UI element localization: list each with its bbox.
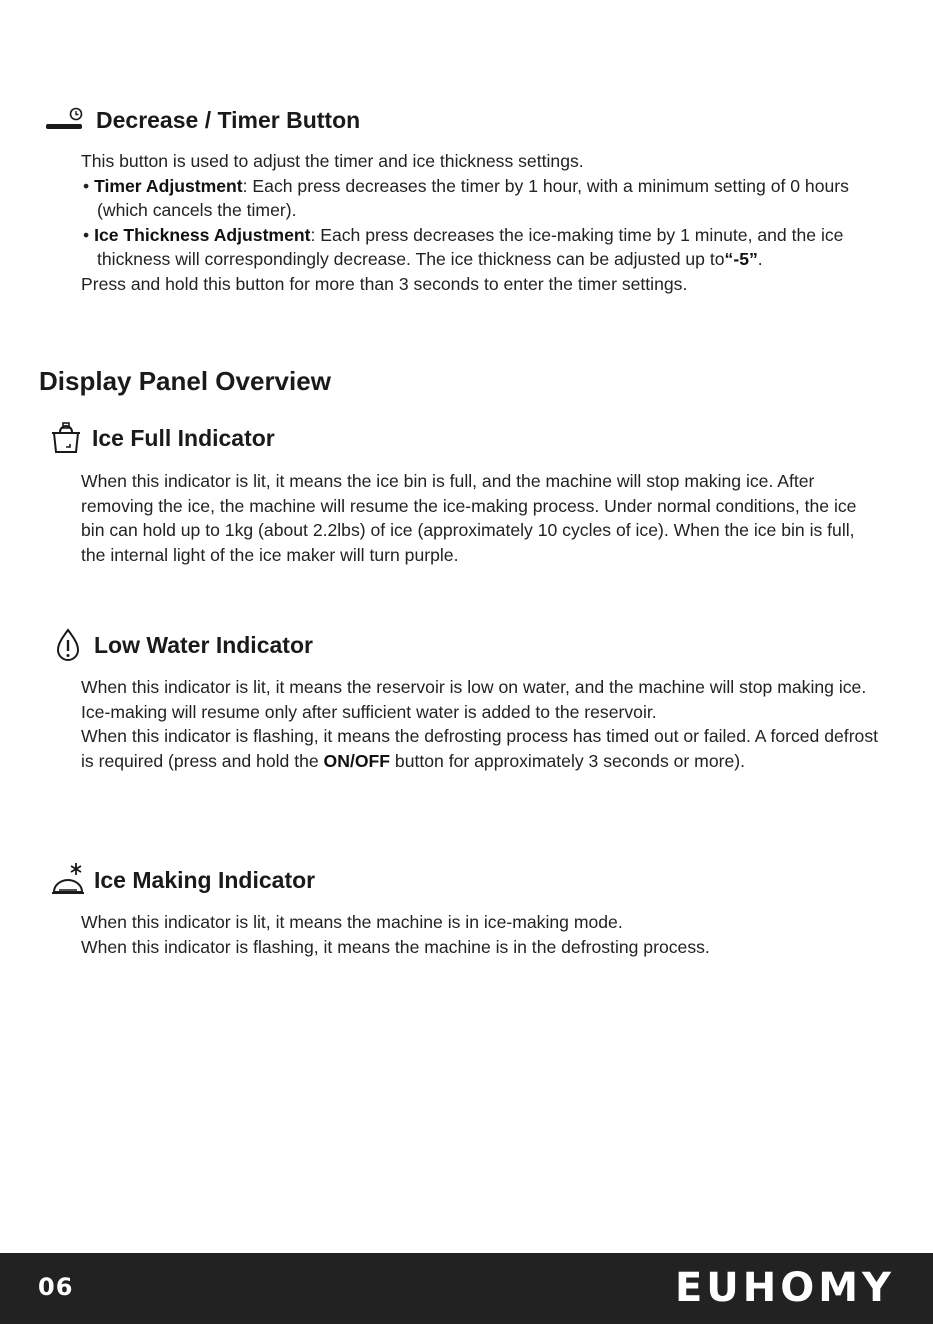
ice-thickness-label: Ice Thickness Adjustment <box>94 224 311 245</box>
page-footer <box>0 1253 933 1324</box>
display-panel-title: Display Panel Overview <box>39 366 331 396</box>
ice-thickness-item: • Ice Thickness Adjustment: Each press decreases the ice-making time by 1 minute, and the ice thickness will correspondingly decrease. The ice thickness can be adjusted up to“-5”. <box>83 224 844 269</box>
timer-adjustment-label: Timer Adjustment <box>94 175 243 196</box>
ice-thickness-end: . <box>757 249 763 269</box>
low-water-title: Low Water Indicator <box>94 631 313 658</box>
low-water-text-1: When this indicator is lit, it means the reservoir is low on water, and the machine will stop making ice. Ice-making will resume only after sufficient water is added to the reservoir. <box>81 677 867 722</box>
ice-making-text-1: When this indicator is lit, it means the machine is in ice-making mode. <box>81 912 623 932</box>
ice-making-body <box>81 910 881 959</box>
decrease-timer-body <box>81 149 881 296</box>
low-water-text-2 <box>81 724 881 773</box>
ice-full-text: When this indicator is lit, it means the ice bin is full, and the machine will stop making ice. After removing the ice, the machine will resume the ice-making process. Under normal conditions, the ice bin can hold up to 1kg (about 2.2lbs) of ice (approximately 10 cycles of ice). When the ice bin is full, the internal light of the ice maker will turn purple. <box>81 471 857 565</box>
low-water-heading <box>50 627 313 663</box>
ice-thickness-value: “-5” <box>724 249 758 269</box>
ice-bin-full-icon <box>48 420 84 456</box>
ice-thickness-text: : Each press decreases the ice-making time by 1 minute, and the ice thickness will correspondingly decrease. The ice thickness can be adjusted up to <box>97 224 844 269</box>
minus-timer-icon <box>44 102 88 138</box>
ice-making-snowflake-icon <box>50 862 86 898</box>
low-water-text-2-after: button for approximately 3 seconds or more). <box>390 750 745 771</box>
decrease-timer-title: Decrease / Timer Button <box>96 106 361 133</box>
low-water-text-2-before: When this indicator is flashing, it means the defrosting process has timed out or failed. A forced defrost is required (press and hold the <box>81 726 879 771</box>
ice-full-body <box>81 469 881 567</box>
ice-full-title: Ice Full Indicator <box>92 424 275 451</box>
ice-making-title: Ice Making Indicator <box>94 866 316 893</box>
ice-full-heading <box>48 420 275 456</box>
decrease-intro: This button is used to adjust the timer and ice thickness settings. <box>81 151 584 171</box>
low-water-body <box>81 675 881 773</box>
timer-adjustment-text: : Each press decreases the timer by 1 hour, with a minimum setting of 0 hours (which cancels the timer). <box>97 175 849 220</box>
page-number: 06 <box>38 1273 74 1301</box>
water-drop-alert-icon <box>50 627 86 663</box>
ice-making-heading <box>50 862 315 898</box>
decrease-timer-heading <box>44 102 360 138</box>
on-off-label: ON/OFF <box>323 750 391 771</box>
brand-logo: EUHOMY <box>674 1265 895 1311</box>
timer-adjustment-item: • Timer Adjustment: Each press decreases the timer by 1 hour, with a minimum setting of 0 hours (which cancels the timer). <box>83 175 849 220</box>
ice-making-text-2: When this indicator is flashing, it means the machine is in the defrosting process. <box>81 936 710 957</box>
decrease-hold-note: Press and hold this button for more than 3 seconds to enter the timer settings. <box>81 273 688 294</box>
